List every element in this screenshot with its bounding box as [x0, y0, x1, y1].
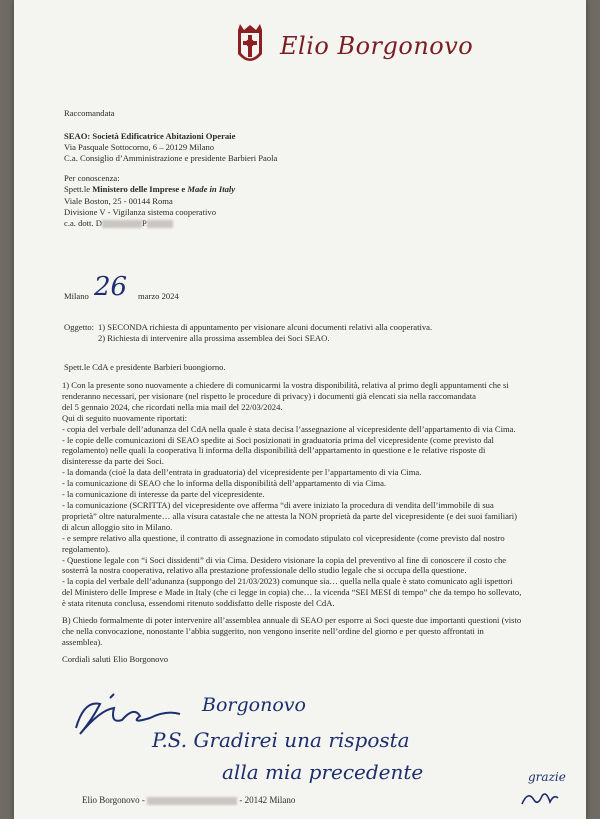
- cc-attention: c.a. dott. D P: [64, 218, 173, 229]
- postscript-line-2: alla mia precedente: [222, 760, 424, 784]
- closing: Cordiali saluti Elio Borgonovo: [62, 653, 169, 664]
- brand-name: Elio Borgonovo: [280, 32, 474, 60]
- redacted-block: [147, 797, 237, 805]
- cc-address: Viale Boston, 25 - 00144 Roma: [64, 196, 173, 206]
- body-line: - la comunicazione di interesse da parte del vicepresidente.: [62, 489, 265, 500]
- subject-label: Oggetto:: [64, 322, 95, 332]
- greeting: Spett.le CdA e presidente Barbieri buongiorno.: [64, 362, 226, 372]
- cc-division: Divisione V - Vigilanza sistema cooperativo: [64, 207, 216, 217]
- body-line: regolamento).: [62, 543, 110, 554]
- body-line: - copia del verbale dell’adunanza del CdA nella quale è stata decisa l’assegnazione al vicepresidente dell’appartamento di via Cima.: [62, 423, 516, 434]
- body-line: Qui di seguito nuovamente riportati:: [62, 412, 188, 423]
- body-line: è stata ritenuta conclusa, essendomi ritenuto soddisfatto delle risposte del CdA.: [62, 598, 335, 609]
- redacted-block: [147, 220, 173, 228]
- recipient-attention: C.a. Consiglio d’Amministrazione e presidente Barbieri Paola: [64, 153, 278, 163]
- body-line: - e sempre relativo alla questione, il contratto di assegnazione in comodato stipulato col vicepresidente (come previsto dal nostro: [62, 532, 505, 543]
- recipient-address: Via Pasquale Sottocorno, 6 – 20129 Milano: [64, 142, 215, 152]
- handwritten-signature: Borgonovo: [202, 694, 306, 716]
- body-line: - la copia del verbale dell’adunanza (suppongo del 21/03/2023) comunque sia… quella nella quale è stato comunicato agli ispettori: [62, 576, 513, 587]
- body-line: assemblea).: [62, 636, 103, 647]
- footer: Elio Borgonovo - - 20142 Milano: [82, 795, 296, 805]
- body-line: del 5 gennaio 2024, che ricordati nella mia mail del 22/03/2024.: [62, 401, 283, 412]
- delivery-type: Raccomandata: [64, 108, 115, 118]
- body-line: - la comunicazione di SEAO che lo informa della disponibilità dell’appartamento di via Cima.: [62, 478, 387, 489]
- body-line: che nella convocazione, nonostante l’abbia suggerito, non vengono inserite nell’ordine del giorno e per questo affrontati in: [62, 625, 484, 636]
- subject-line-1: 1) SECONDA richiesta di appuntamento per visionare alcuni documenti relativi alla cooperativa.: [98, 322, 433, 332]
- initials-scribble-icon: [518, 786, 560, 808]
- cc-ministry: Spett.le Ministero delle Imprese e Made in Italy: [64, 184, 236, 194]
- body-line: sosterrà la nostra cooperativa, relativo alla prestazione professionale dello studio legale che si occupa della questione.: [62, 565, 467, 576]
- cc-label: Per conoscenza:: [64, 173, 120, 183]
- body-line: - le copie delle comunicazioni di SEAO spedite ai Soci posizionati in graduatoria prima del vicepresidente (come previsto dal: [62, 434, 494, 445]
- subject-line-2: 2) Richiesta di intervenire alla prossima assemblea dei Soci SEAO.: [98, 333, 330, 343]
- body-line: regolamento) nelle quali la cooperativa li informa della disponibilità dell’appartamento in questione e le relative risposte di: [62, 445, 486, 456]
- body-line: proprietà” oltre naturalmente… alla visura catastale che ne attesta la NON proprietà da parte del vicepresidente (e dei suoi familiari): [62, 510, 518, 521]
- body-line: del Ministero delle Imprese e Made in Italy (che ci legge in copia) che… la vicenda “SEI MESI di tempo” che da tempo ho sollevato,: [62, 587, 522, 598]
- recipient-org: SEAO: Società Edificatrice Abitazioni Operaie: [64, 131, 236, 141]
- body-line: 1) Con la presente sono nuovamente a chiedere di comunicarmi la vostra disponibilità, relativa al primo degli appuntamenti che si: [62, 380, 509, 390]
- postscript-thanks: grazie: [528, 770, 566, 784]
- letter-page: [14, 0, 586, 819]
- body-line: renderanno necessari, per visionare (nel rispetto le procedure di privacy) i documenti già elencati sia nella raccomandata: [62, 390, 476, 401]
- crest-logo-icon: [236, 24, 264, 72]
- redacted-block: [102, 220, 142, 228]
- body-line: - la domanda (cioè la data dell’entrata in graduatoria) del vicepresidente per l’appartamento di via Cima.: [62, 467, 422, 478]
- date-month-year: marzo 2024: [138, 291, 179, 301]
- body-line: disinteresse da parte dei Soci.: [62, 456, 164, 467]
- date-day-handwritten: 26: [94, 272, 128, 302]
- body-line: B) Chiedo formalmente di poter intervenire all’assemblea annuale di SEAO per esporre ai Soci queste due importanti questioni (visto: [62, 615, 522, 626]
- date-city: Milano: [64, 291, 89, 301]
- postscript-line-1: P.S. Gradirei una risposta: [152, 728, 410, 752]
- body-line: - la comunicazione (SCRITTA) del vicepresidente ove afferma “di avere iniziato la procedura di vendita dell’immobile di sua: [62, 499, 494, 510]
- body-line: - Questione legale con “i Soci dissidenti” di via Cima. Desidero visionare la copia del preventivo al fine di conoscere il costo che: [62, 554, 507, 565]
- letter-body: [62, 380, 570, 665]
- body-line: di alcun alloggio sito in Milano.: [62, 521, 173, 532]
